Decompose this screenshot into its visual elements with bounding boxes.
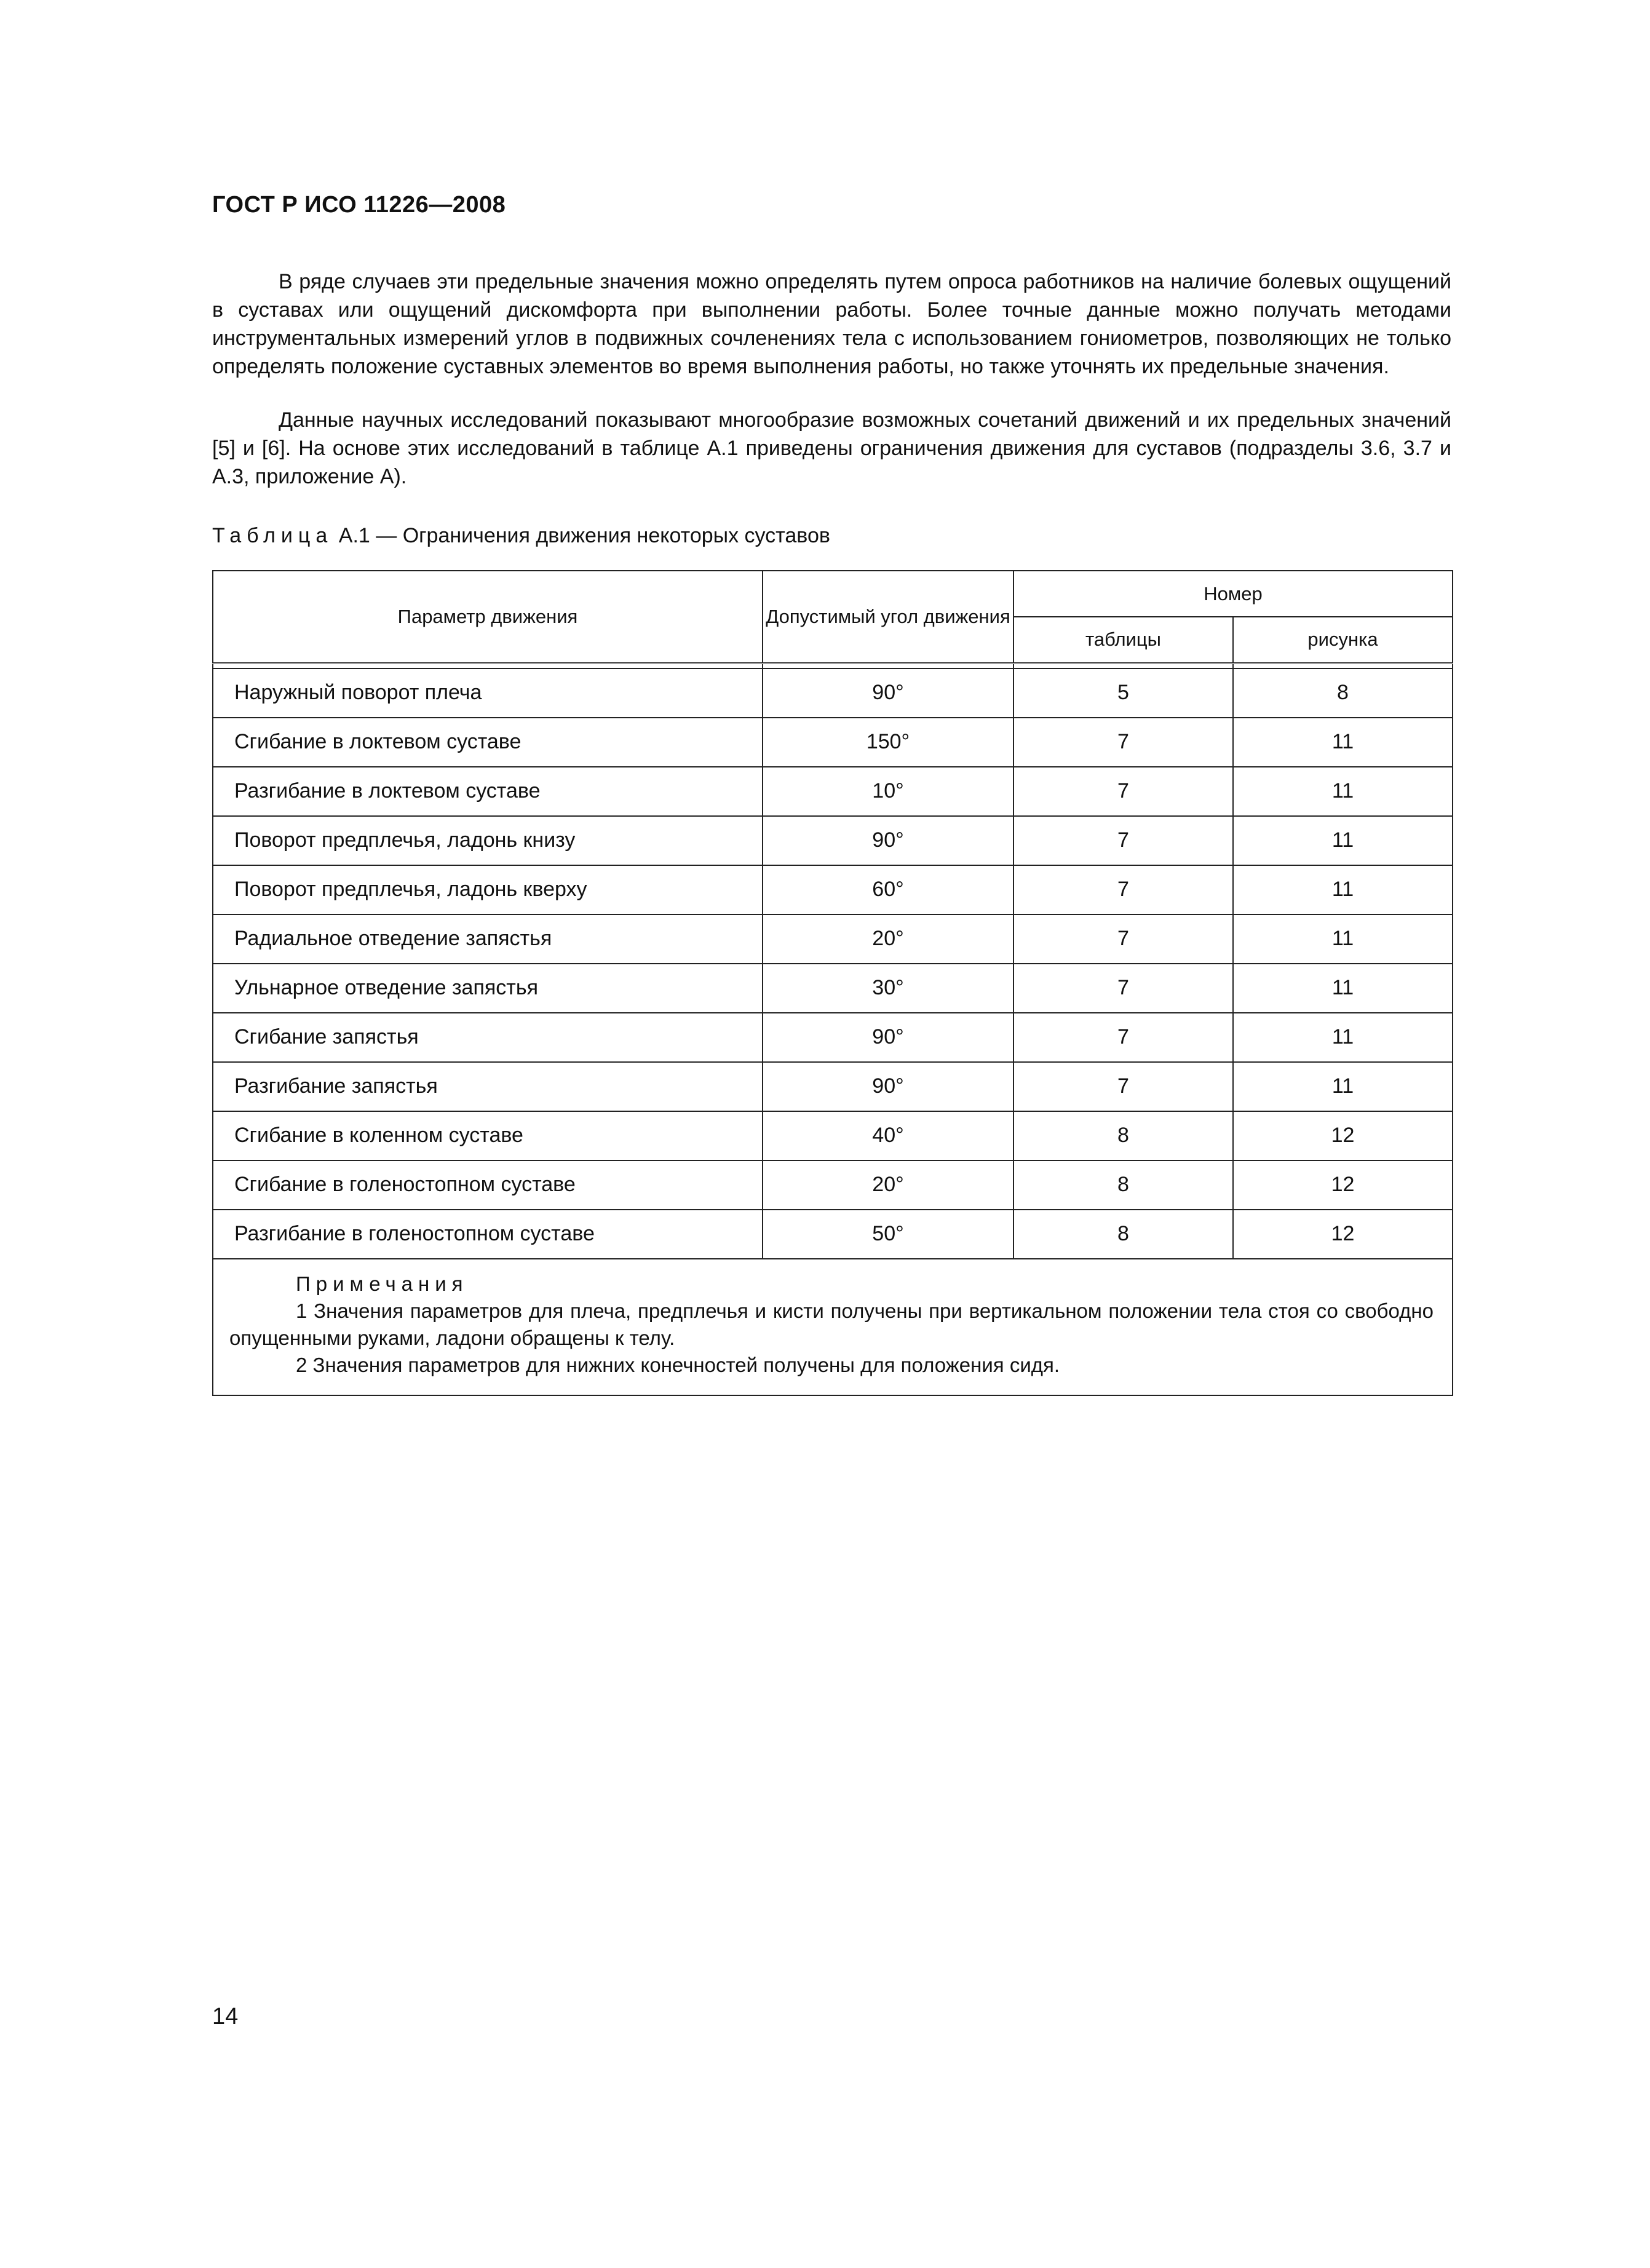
cell-figure-no: 11 [1233, 1013, 1453, 1062]
table-caption-text: А.1 — Ограничения движения некоторых суставов [338, 524, 830, 547]
cell-figure-no: 12 [1233, 1210, 1453, 1259]
paragraph-1: В ряде случаев эти предельные значения можно определять путем опроса работников на наличие болевых ощущений в суставах или ощущений дискомфорта при выполнении работы. Более точные данные можно получать методами инструментальных измерений углов в подвижных сочленениях тела с использованием гониометров, позволяющих не только определять положение суставных элементов во время выполнения работы, но также уточнять их предельные значения. [212, 270, 1451, 378]
cell-table-no: 8 [1013, 1210, 1233, 1259]
cell-param: Сгибание в локтевом суставе [213, 718, 763, 767]
header-number: Номер [1013, 571, 1453, 617]
cell-figure-no: 11 [1233, 1062, 1453, 1111]
cell-figure-no: 8 [1233, 668, 1453, 718]
cell-table-no: 7 [1013, 767, 1233, 816]
cell-angle: 150° [763, 718, 1013, 767]
table-row [213, 1210, 1453, 1259]
table-row [213, 718, 1453, 767]
table-row [213, 865, 1453, 914]
header-angle: Допустимый угол движения [763, 571, 1013, 663]
cell-figure-no: 11 [1233, 914, 1453, 964]
table-row [213, 964, 1453, 1013]
cell-angle: 10° [763, 767, 1013, 816]
cell-table-no: 7 [1013, 1062, 1233, 1111]
joint-limits-table [212, 570, 1453, 1396]
cell-angle: 90° [763, 1013, 1013, 1062]
header-figure-no: рисунка [1233, 617, 1453, 663]
table-row [213, 1160, 1453, 1210]
cell-param: Сгибание в коленном суставе [213, 1111, 763, 1160]
table-row [213, 914, 1453, 964]
table-row [213, 767, 1453, 816]
cell-figure-no: 11 [1233, 816, 1453, 865]
cell-angle: 30° [763, 964, 1013, 1013]
cell-angle: 60° [763, 865, 1013, 914]
cell-figure-no: 11 [1233, 964, 1453, 1013]
table-row [213, 1062, 1453, 1111]
cell-param: Разгибание в локтевом суставе [213, 767, 763, 816]
cell-param: Ульнарное отведение запястья [213, 964, 763, 1013]
note-2: 2 Значения параметров для нижних конечностей получены для положения сидя. [296, 1353, 1060, 1376]
cell-param: Радиальное отведение запястья [213, 914, 763, 964]
table-row [213, 668, 1453, 718]
cell-angle: 90° [763, 816, 1013, 865]
note-1: 1 Значения параметров для плеча, предплечья и кисти получены при вертикальном положении тела стоя со свободно опущенными руками, ладони обращены к телу. [229, 1299, 1434, 1349]
page-number: 14 [212, 2004, 239, 2029]
cell-figure-no: 11 [1233, 767, 1453, 816]
cell-table-no: 7 [1013, 1013, 1233, 1062]
table-row [213, 816, 1453, 865]
paragraph-2: Данные научных исследований показывают многообразие возможных сочетаний движений и их предельных значений [5] и [6]. На основе этих исследований в таблице А.1 приведены ограничения движения для суставов (подразделы 3.6, 3.7 и А.3, приложение А). [212, 408, 1451, 488]
cell-figure-no: 12 [1233, 1111, 1453, 1160]
cell-angle: 50° [763, 1210, 1013, 1259]
cell-param: Наружный поворот плеча [213, 668, 763, 718]
cell-angle: 40° [763, 1111, 1013, 1160]
table-row [213, 1111, 1453, 1160]
cell-table-no: 5 [1013, 668, 1233, 718]
cell-figure-no: 11 [1233, 718, 1453, 767]
cell-figure-no: 12 [1233, 1160, 1453, 1210]
cell-figure-no: 11 [1233, 865, 1453, 914]
cell-angle: 20° [763, 914, 1013, 964]
cell-table-no: 7 [1013, 964, 1233, 1013]
cell-table-no: 8 [1013, 1111, 1233, 1160]
cell-table-no: 7 [1013, 865, 1233, 914]
header-param: Параметр движения [213, 571, 763, 663]
cell-param: Сгибание запястья [213, 1013, 763, 1062]
table-caption-label: Таблица [212, 524, 333, 547]
cell-param: Поворот предплечья, ладонь книзу [213, 816, 763, 865]
cell-angle: 90° [763, 668, 1013, 718]
cell-angle: 20° [763, 1160, 1013, 1210]
table-row [213, 1013, 1453, 1062]
cell-table-no: 7 [1013, 718, 1233, 767]
cell-param: Поворот предплечья, ладонь кверху [213, 865, 763, 914]
cell-angle: 90° [763, 1062, 1013, 1111]
cell-table-no: 7 [1013, 816, 1233, 865]
document-header: ГОСТ Р ИСО 11226—2008 [212, 192, 506, 218]
cell-param: Разгибание в голеностопном суставе [213, 1210, 763, 1259]
notes-title: Примечания [296, 1272, 469, 1295]
header-table-no: таблицы [1013, 617, 1233, 663]
table-notes [213, 1259, 1453, 1395]
cell-param: Разгибание запястья [213, 1062, 763, 1111]
cell-table-no: 7 [1013, 914, 1233, 964]
cell-table-no: 8 [1013, 1160, 1233, 1210]
table-caption [212, 524, 830, 548]
cell-param: Сгибание в голеностопном суставе [213, 1160, 763, 1210]
